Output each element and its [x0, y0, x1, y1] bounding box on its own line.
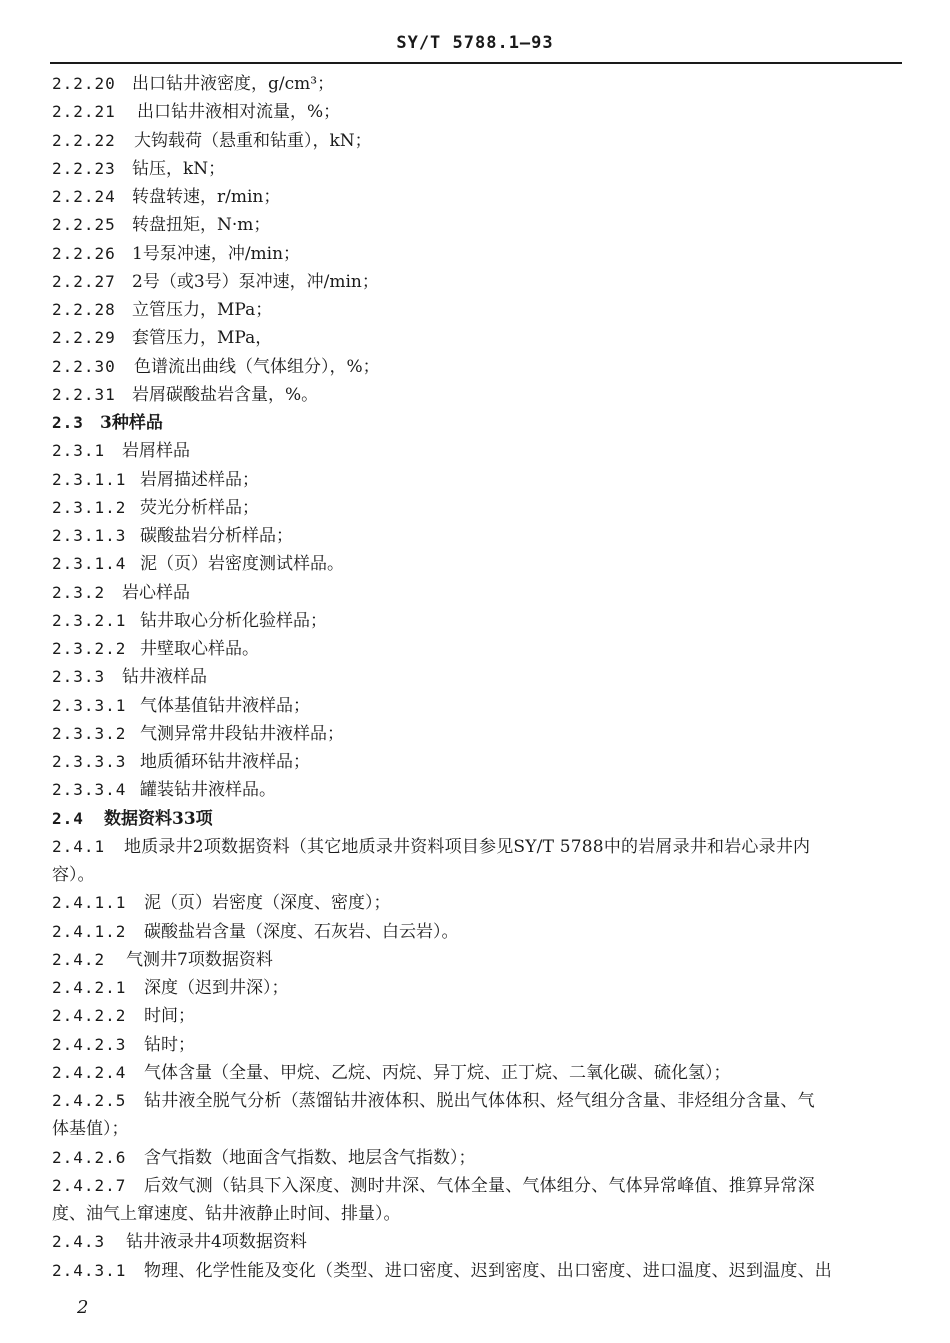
clause-text: 套管压力，MPa，	[132, 328, 273, 349]
clause-number: 2.3	[52, 413, 84, 432]
clause-text: 罐装钻井液样品。	[140, 780, 276, 801]
text-line	[52, 720, 904, 748]
text-line	[52, 805, 904, 833]
clause-number: 2.3.2.2	[52, 639, 127, 658]
clause-number: 2.4.2.1	[52, 978, 127, 997]
clause-text: 物理、化学性能及变化（类型、进口密度、迟到密度、出口密度、进口温度、迟到温度、出	[144, 1260, 832, 1281]
clause-text: 岩屑描述样品；	[140, 469, 259, 490]
text-line	[52, 918, 904, 946]
text-line	[52, 522, 904, 550]
clause-number: 2.2.21	[52, 102, 116, 122]
clause-number: 2.3.1.3	[52, 526, 127, 545]
clause-number: 2.4.2	[52, 949, 106, 969]
clause-number: 2.3.1.2	[52, 497, 127, 517]
clause-text: 钻井液全脱气分析（蒸馏钻井液体积、脱出气体体积、烃气组分含量、非烃组分含量、气	[144, 1091, 815, 1111]
clause-number: 2.2.25	[52, 215, 116, 235]
clause-number: 2.2.30	[52, 356, 116, 376]
clause-number: 2.3.1	[52, 441, 106, 461]
clause-text: 泥（页）岩密度（深度、密度）；	[144, 893, 391, 914]
text-line	[52, 748, 904, 776]
clause-text: 气体基值钻井液样品；	[140, 695, 310, 716]
text-line	[52, 579, 904, 607]
clause-text: 岩屑样品	[122, 441, 190, 462]
text-line	[52, 1257, 904, 1285]
clause-number: 2.4	[52, 808, 84, 828]
clause-text: 2号（或3号）泵冲速，冲/min；	[132, 271, 379, 292]
clause-text: 气体含量（全量、甲烷、乙烷、丙烷、异丁烷、正丁烷、二氧化碳、硫化氢）；	[144, 1062, 731, 1083]
text-line	[52, 437, 904, 465]
clause-number: 2.4.2.7	[52, 1175, 127, 1195]
clause-text: 荧光分析样品；	[140, 497, 259, 518]
text-line	[52, 381, 904, 409]
clause-number: 2.3.3.1	[52, 695, 127, 715]
clause-number: 2.4.2.3	[52, 1034, 127, 1054]
text-line	[52, 494, 904, 522]
clause-number: 2.4.1.2	[52, 921, 127, 941]
clause-text: 转盘转速，r/min；	[132, 187, 281, 207]
clause-text: 钻井液样品	[122, 667, 207, 688]
clause-number: 2.4.3	[52, 1232, 106, 1252]
clause-number: 2.4.1	[52, 836, 106, 856]
clause-text: 钻井取心分析化验样品；	[140, 610, 327, 631]
text-line	[52, 183, 904, 211]
clause-text: 钻时；	[144, 1034, 195, 1055]
clause-text: 岩屑碳酸盐岩含量，%。	[132, 384, 319, 405]
clause-text: 立管压力，MPa；	[132, 300, 273, 320]
clause-number: 2.2.26	[52, 243, 116, 263]
clause-text: 气测异常井段钻井液样品；	[140, 723, 344, 744]
clause-text: 地质录井2项数据资料（其它地质录井资料项目参见SY/T 5788中的岩屑录井和岩心录井内	[124, 836, 811, 857]
clause-number: 2.4.1.1	[52, 893, 127, 913]
clause-number: 2.2.29	[52, 328, 116, 348]
text-line	[52, 663, 904, 691]
page-header-code: SY/T 5788.1—93	[396, 33, 554, 53]
text-line	[52, 1031, 904, 1059]
clause-text: 碳酸盐岩含量（深度、石灰岩、白云岩）。	[144, 921, 459, 942]
text-line	[52, 1002, 904, 1030]
text-line	[52, 607, 904, 635]
text-line	[52, 833, 904, 861]
clause-text: 深度（迟到井深）；	[144, 978, 289, 998]
text-line	[52, 1059, 904, 1087]
clause-text: 后效气测（钻具下入深度、测时井深、气体全量、气体组分、气体异常峰值、推算异常深	[144, 1175, 815, 1196]
clause-number: 2.2.24	[52, 187, 116, 206]
clause-text: 钻井液录井4项数据资料	[126, 1232, 307, 1253]
clause-text: 数据资料33项	[104, 808, 213, 829]
clause-text: 地质循环钻井液样品；	[140, 752, 310, 772]
clause-text: 大钩载荷（悬重和钻重），kN；	[134, 130, 372, 151]
clause-text: 出口钻井液相对流量，%；	[137, 102, 341, 123]
text-line	[52, 155, 904, 183]
clause-number: 2.2.31	[52, 384, 116, 404]
text-line	[52, 635, 904, 663]
text-line	[52, 127, 904, 155]
clause-text: 碳酸盐岩分析样品；	[140, 526, 293, 546]
text-line	[52, 98, 904, 126]
clause-number: 2.4.2.6	[52, 1147, 127, 1167]
clause-text: 井壁取心样品。	[140, 639, 259, 659]
clause-number: 2.2.20	[52, 74, 116, 93]
text-line	[52, 1115, 904, 1143]
clause-number: 2.2.27	[52, 271, 116, 291]
text-line	[52, 1144, 904, 1172]
clause-number: 2.3.3.4	[52, 780, 127, 800]
clause-text: 转盘扭矩，N·m；	[132, 215, 271, 236]
text-line	[52, 1087, 904, 1115]
text-line	[52, 974, 904, 1002]
clause-number: 2.2.23	[52, 158, 116, 178]
clause-number: 2.3.2	[52, 582, 106, 602]
clause-text: 1号泵冲速，冲/min；	[132, 243, 301, 264]
text-line	[52, 409, 904, 437]
text-line	[52, 1200, 904, 1228]
text-line	[52, 946, 904, 974]
clause-number: 2.3.2.1	[52, 610, 127, 630]
text-line	[52, 211, 904, 239]
clause-number: 2.4.2.2	[52, 1006, 127, 1026]
text-line	[52, 70, 904, 98]
text-line	[52, 466, 904, 494]
clause-number: 2.3.3	[52, 667, 106, 687]
clause-text: 色谱流出曲线（气体组分），%；	[134, 356, 380, 377]
text-line	[52, 889, 904, 917]
clause-number: 2.2.28	[52, 300, 116, 319]
clause-number: 2.3.1.4	[52, 554, 127, 574]
clause-number: 2.3.3.2	[52, 723, 127, 743]
clause-text: 体基值）；	[52, 1119, 129, 1140]
text-line	[52, 324, 904, 352]
clause-number: 2.4.2.4	[52, 1062, 127, 1082]
text-line	[52, 296, 904, 324]
text-line	[52, 240, 904, 268]
clause-text: 度、油气上窜速度、钻井液静止时间、排量）。	[52, 1204, 401, 1224]
clause-text: 容）。	[52, 865, 95, 885]
clause-number: 2.4.3.1	[52, 1260, 127, 1280]
text-line	[52, 1172, 904, 1200]
text-line	[52, 550, 904, 578]
clause-number: 2.3.1.1	[52, 469, 127, 489]
clause-text: 出口钻井液密度，g/cm³；	[132, 74, 335, 94]
clause-number: 2.4.2.5	[52, 1091, 127, 1110]
clause-text: 3种样品	[100, 413, 163, 433]
clause-text: 含气指数（地面含气指数、地层含气指数）；	[144, 1147, 476, 1168]
page-number: 2	[77, 1297, 89, 1318]
header-rule	[50, 62, 902, 64]
clause-text: 岩心样品	[122, 582, 190, 603]
text-line	[52, 776, 904, 804]
clause-number: 2.2.22	[52, 130, 116, 150]
clause-text: 气测井7项数据资料	[126, 949, 273, 970]
text-line	[52, 692, 904, 720]
clause-text: 泥（页）岩密度测试样品。	[140, 554, 344, 575]
text-line	[52, 861, 904, 889]
clause-text: 钻压，kN；	[132, 158, 226, 179]
text-line	[52, 1228, 904, 1256]
clause-text: 时间；	[144, 1006, 195, 1027]
clause-number: 2.3.3.3	[52, 752, 127, 771]
text-line	[52, 353, 904, 381]
text-line	[52, 268, 904, 296]
